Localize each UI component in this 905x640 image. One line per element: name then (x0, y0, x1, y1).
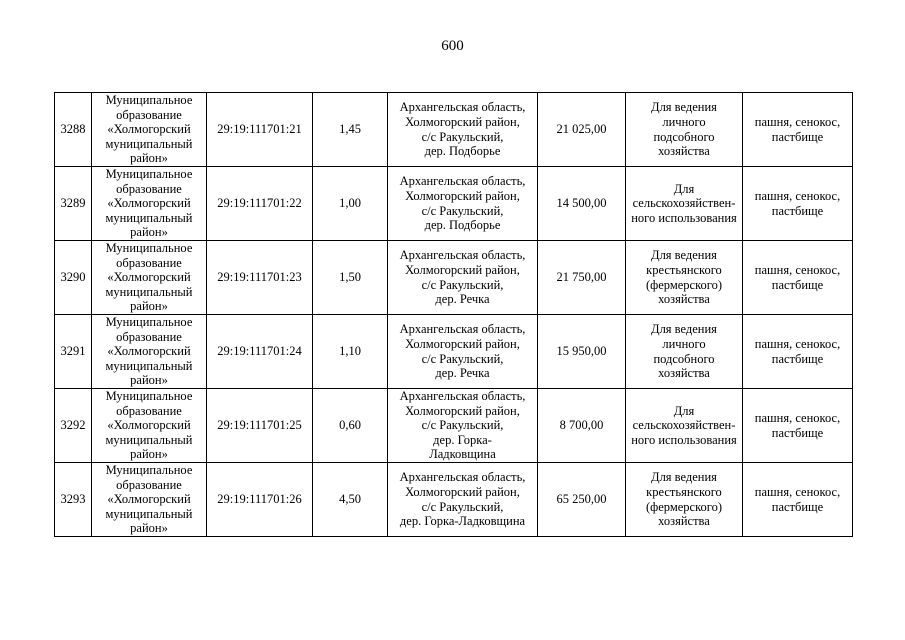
owner-cell: Муниципальное образование «Холмогорский муниципальный район» (92, 463, 207, 537)
row-number-cell: 3290 (55, 241, 92, 315)
row-number-cell: 3292 (55, 389, 92, 463)
land-type-cell: пашня, сенокос, пастбище (743, 315, 853, 389)
row-number-cell: 3288 (55, 93, 92, 167)
cadastral-number-cell: 29:19:111701:26 (207, 463, 313, 537)
owner-cell: Муниципальное образование «Холмогорский муниципальный район» (92, 241, 207, 315)
cadastral-number-cell: 29:19:111701:24 (207, 315, 313, 389)
cadastral-number-cell: 29:19:111701:22 (207, 167, 313, 241)
page-number: 600 (441, 38, 464, 54)
price-cell: 21 025,00 (538, 93, 626, 167)
permitted-use-cell: Для ведения личного подсобного хозяйства (626, 93, 743, 167)
owner-cell: Муниципальное образование «Холмогорский муниципальный район» (92, 93, 207, 167)
address-cell: Архангельская область, Холмогорский район, с/с Ракульский, дер. Горка-Ладковщина (388, 463, 538, 537)
permitted-use-cell: Для ведения крестьянского (фермерского) хозяйства (626, 241, 743, 315)
land-type-cell: пашня, сенокос, пастбище (743, 241, 853, 315)
land-type-cell: пашня, сенокос, пастбище (743, 93, 853, 167)
row-number-cell: 3293 (55, 463, 92, 537)
owner-cell: Муниципальное образование «Холмогорский муниципальный район» (92, 167, 207, 241)
row-number-cell: 3291 (55, 315, 92, 389)
table-row (55, 241, 853, 315)
land-type-cell: пашня, сенокос, пастбище (743, 389, 853, 463)
price-cell: 65 250,00 (538, 463, 626, 537)
land-registry-table (54, 92, 853, 537)
table-row (55, 389, 853, 463)
area-cell: 4,50 (313, 463, 388, 537)
owner-cell: Муниципальное образование «Холмогорский муниципальный район» (92, 389, 207, 463)
area-cell: 0,60 (313, 389, 388, 463)
table-row (55, 167, 853, 241)
owner-cell: Муниципальное образование «Холмогорский муниципальный район» (92, 315, 207, 389)
row-number-cell: 3289 (55, 167, 92, 241)
area-cell: 1,10 (313, 315, 388, 389)
price-cell: 21 750,00 (538, 241, 626, 315)
address-cell: Архангельская область, Холмогорский район, с/с Ракульский, дер. Горка- Ладковщина (388, 389, 538, 463)
address-cell: Архангельская область, Холмогорский район, с/с Ракульский, дер. Подборье (388, 167, 538, 241)
land-type-cell: пашня, сенокос, пастбище (743, 167, 853, 241)
permitted-use-cell: Для сельскохозяйствен- ного использования (626, 167, 743, 241)
cadastral-number-cell: 29:19:111701:25 (207, 389, 313, 463)
table-row (55, 93, 853, 167)
cadastral-number-cell: 29:19:111701:23 (207, 241, 313, 315)
address-cell: Архангельская область, Холмогорский район, с/с Ракульский, дер. Подборье (388, 93, 538, 167)
permitted-use-cell: Для ведения крестьянского (фермерского) хозяйства (626, 463, 743, 537)
permitted-use-cell: Для ведения личного подсобного хозяйства (626, 315, 743, 389)
table-row (55, 463, 853, 537)
price-cell: 8 700,00 (538, 389, 626, 463)
table-row (55, 315, 853, 389)
area-cell: 1,50 (313, 241, 388, 315)
permitted-use-cell: Для сельскохозяйствен- ного использования (626, 389, 743, 463)
address-cell: Архангельская область, Холмогорский район, с/с Ракульский, дер. Речка (388, 315, 538, 389)
price-cell: 14 500,00 (538, 167, 626, 241)
area-cell: 1,00 (313, 167, 388, 241)
land-type-cell: пашня, сенокос, пастбище (743, 463, 853, 537)
price-cell: 15 950,00 (538, 315, 626, 389)
cadastral-number-cell: 29:19:111701:21 (207, 93, 313, 167)
address-cell: Архангельская область, Холмогорский район, с/с Ракульский, дер. Речка (388, 241, 538, 315)
area-cell: 1,45 (313, 93, 388, 167)
